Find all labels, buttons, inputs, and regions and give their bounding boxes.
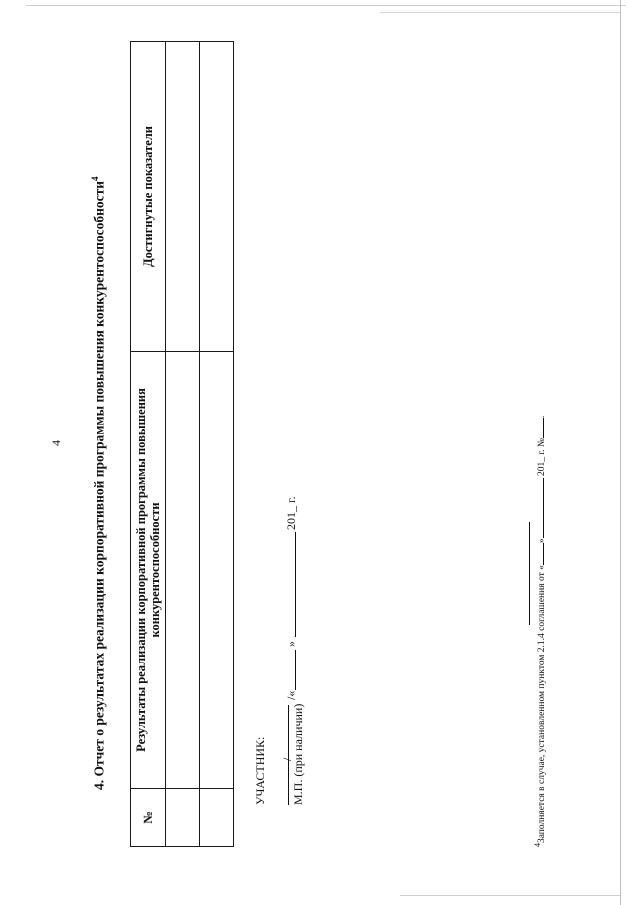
footnote-text: Заполняется в случае, установленном пунктом 2.1.4 соглашения от «: [537, 565, 548, 844]
footnote-day-blank: [534, 543, 544, 565]
section-title-footnote-ref: 4: [90, 176, 100, 181]
date-year: 201_ г.: [284, 496, 298, 530]
header-number: №: [131, 789, 166, 847]
footnote-number-blank: [534, 418, 544, 438]
table-cell: [200, 789, 234, 847]
section-title-text: 4. Отчет о результатах реализации корпоративной программы повышения конкурентоспособности: [91, 180, 107, 790]
date-quote-close: »: [284, 641, 298, 647]
results-table: [130, 41, 234, 847]
day-blank: [295, 650, 296, 690]
header-results: Результаты реализации корпоративной программы повышения конкурентоспособности: [131, 352, 166, 789]
footnote-year: 201_ г. №: [537, 438, 548, 477]
section-title: [90, 176, 108, 790]
table-cell: [200, 42, 234, 352]
table-cell: [166, 42, 200, 352]
table-cell: [200, 352, 234, 789]
participant-label: УЧАСТНИК:: [253, 736, 267, 805]
footnote-rule: [529, 522, 530, 625]
signature-line: [288, 285, 306, 805]
header-indicators: Достигнутые показатели: [131, 42, 166, 352]
footnote-quote-close: »: [537, 538, 548, 544]
month-blank: [295, 532, 296, 637]
table-cell: [166, 789, 200, 847]
footnote-marker: 4: [533, 843, 542, 847]
table-row: [166, 42, 200, 847]
footnote: [533, 416, 547, 847]
footnote-month-blank: [534, 478, 544, 538]
signature-slash: /: [280, 757, 294, 761]
table-header-row: [131, 42, 166, 847]
page-number: 4: [49, 440, 63, 446]
table-cell: [166, 352, 200, 789]
stamp-label: М.П. (при наличии): [288, 705, 306, 805]
date-slash-quote: /«: [284, 690, 298, 700]
table-row: [200, 42, 234, 847]
footnote-end: .: [537, 415, 548, 418]
